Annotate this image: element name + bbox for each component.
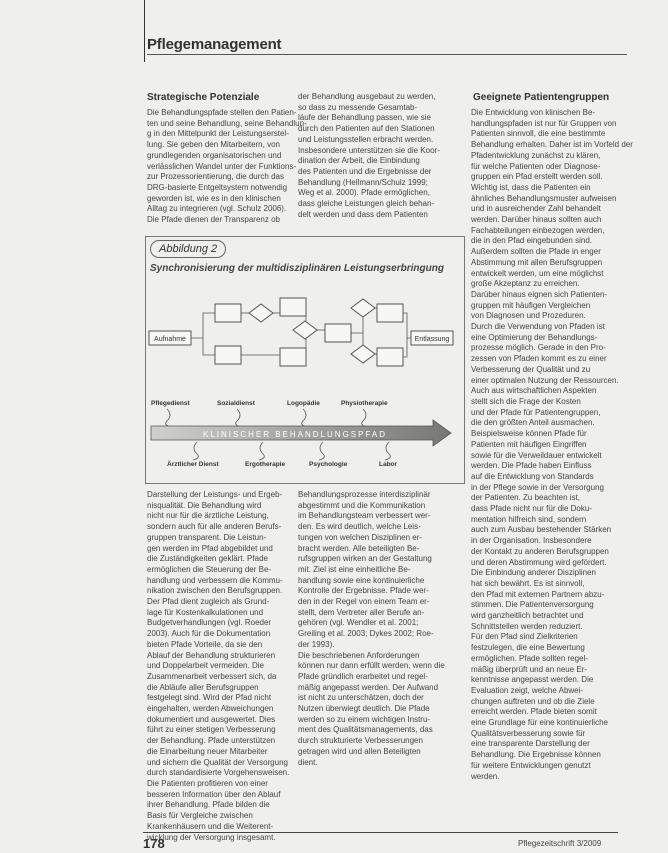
text-line: Auch aus wirtschaftlichen Aspekten bbox=[471, 386, 597, 396]
text-line: der Kontakt zu anderen Berufsgruppen bbox=[471, 546, 609, 556]
text-line: Basis für Vergleiche zwischen bbox=[147, 811, 253, 821]
text-line: chungen auftreten und ob die Ziele bbox=[471, 696, 595, 706]
text-line: Behandlung erhalten. Daher ist im Vorfeld der bbox=[471, 140, 633, 150]
text-line: einer optimalen Nutzung der Ressourcen. bbox=[471, 375, 619, 385]
text-line: stellt sich die Frage der Kosten bbox=[471, 396, 581, 406]
text-line: dination der Arbeit, die Einbindung bbox=[298, 156, 420, 166]
text-line: delt werden und dass dem Patienten bbox=[298, 209, 428, 219]
text-line: ähnliches Behandlungsmuster aufweisen bbox=[471, 193, 617, 203]
text-line: des Patienten und die Ergebnisse der bbox=[298, 166, 432, 176]
text-line: eingehalten, werden Abweichungen bbox=[147, 704, 274, 714]
text-line: auf die Entwicklung von Standards bbox=[471, 471, 594, 481]
text-line: werden. bbox=[471, 771, 500, 781]
text-line: ermöglichen die Steuerung der Be- bbox=[147, 564, 272, 574]
text-line: und deren Abstimmung wird gefördert. bbox=[471, 557, 607, 567]
text-line: kenntnisse angepasst werden. Die bbox=[471, 675, 594, 685]
text-line: sowie für die Verweildauer entwickelt bbox=[471, 450, 602, 460]
text-line: die Zuständigkeiten geklärt. Pfade bbox=[147, 554, 268, 564]
text-column-1-bottom bbox=[147, 490, 293, 842]
text-line: im Behandlungsteam verbessert wer- bbox=[298, 511, 431, 521]
text-line: die den größten Anteil ausmachen. bbox=[471, 418, 595, 428]
text-line: zur Prozessorientierung, die durch das bbox=[147, 172, 284, 182]
text-line: bieten Pfade Vorteile, da sie den bbox=[147, 639, 263, 649]
text-line: Zusammenarbeit verbessert sich, da bbox=[147, 671, 277, 681]
journal-issue: Pflegezeitschrift 3/2009 bbox=[518, 839, 602, 848]
text-line: läufe der Behandlung passen, wie sie bbox=[298, 113, 431, 123]
text-line: durch den Patienten auf den Stationen bbox=[298, 124, 435, 134]
text-line: handlung sowie eine kontinuierliche bbox=[298, 575, 425, 585]
text-line: Krankenhäusern und die Weiterent- bbox=[147, 821, 274, 831]
text-line: der 1993). bbox=[298, 639, 335, 649]
text-line: handlungspfaden ist nur für Gruppen von bbox=[471, 118, 617, 128]
text-line: abgestimmt und die Kommunikation bbox=[298, 500, 426, 510]
text-line: dokumentiert und ausgewertet. Dies bbox=[147, 714, 276, 724]
page-number: 178 bbox=[143, 836, 165, 851]
text-line: grundlegenden organisatorischen und bbox=[147, 150, 282, 160]
text-line: stellt, dem Vertreter aller Berufe an- bbox=[298, 607, 425, 617]
text-column-2-top bbox=[298, 92, 444, 228]
text-line: verlässlichen Wandel unter der Funktions- bbox=[147, 161, 297, 171]
text-line: hat sich bewährt. Es ist sinnvoll, bbox=[471, 578, 585, 588]
text-line: 2003). Auch für die Dokumentation bbox=[147, 629, 271, 639]
text-line: durch strukturierte Verbesserungen bbox=[298, 736, 423, 746]
text-line: mit. Ziel ist eine einheitliche Be- bbox=[298, 564, 411, 574]
text-line: für weitere Entwicklungen genutzt bbox=[471, 760, 591, 770]
text-line: handlung und verbessern die Kommu- bbox=[147, 575, 283, 585]
text-line: dient. bbox=[298, 757, 318, 767]
text-line: gruppen mit häufigen Vergleichen bbox=[471, 300, 591, 310]
heading-strategische-potenziale: Strategische Potenziale bbox=[147, 92, 260, 103]
text-line: Qualitätsverbesserung sowie für bbox=[471, 728, 586, 738]
text-line: Patienten mit häufigen Eingriffen bbox=[471, 439, 587, 449]
text-line: mäßig angepasst werden. Der Aufwand bbox=[298, 682, 439, 692]
text-line: ment des Qualitätsmanagements, das bbox=[298, 725, 433, 735]
text-line: bracht werden. Alle beteiligten Be- bbox=[298, 543, 420, 553]
text-line: Ablauf der Behandlung strukturieren bbox=[147, 650, 276, 660]
role-physiotherapie: Physiotherapie bbox=[341, 400, 388, 407]
text-line: werden so zu einem wichtigen Instru- bbox=[298, 714, 431, 724]
text-line: mentation hilfreich sind, sondern bbox=[471, 514, 587, 524]
text-line: festzulegen, die eine Bewertung bbox=[471, 643, 585, 653]
text-line: und Leistungsstellen erbracht werden. bbox=[298, 134, 434, 144]
text-line: den in der Regel von einem Team er- bbox=[298, 597, 430, 607]
text-line: Die Pfade dienen der Transparenz ob bbox=[147, 215, 280, 225]
text-line: stimmen. Die Patientenversorgung bbox=[471, 600, 594, 610]
text-line: ten und seine Behandlung, seine Behandlun- bbox=[147, 118, 307, 128]
text-line: eine transparente Darstellung der bbox=[471, 739, 590, 749]
page-section-title: Pflegemanagement bbox=[147, 36, 282, 53]
text-line: Insbesondere unterstützen sie die Koor- bbox=[298, 145, 440, 155]
text-line: in der Pflege sowie in der Versorgung bbox=[471, 482, 604, 492]
text-line: Verbesserung der Qualität und zu bbox=[471, 364, 591, 374]
text-line: in der Organisation. Insbesondere bbox=[471, 536, 592, 546]
text-line: festgelegt sind. Wird der Pfad nicht bbox=[147, 693, 272, 703]
text-line: ist nicht zu unterschätzen, doch der bbox=[298, 693, 424, 703]
text-line: dass gleiche Leistungen gleich behan- bbox=[298, 199, 435, 209]
text-line: Beispielsweise können Pfade für bbox=[471, 429, 587, 439]
text-line: und der Pfade für Patientengruppen, bbox=[471, 407, 601, 417]
text-line: die Einarbeitung neuer Mitarbeiter bbox=[147, 746, 268, 756]
text-line: Wichtig ist, dass die Patienten ein bbox=[471, 182, 591, 192]
text-line: können nur dann erfüllt werden, wenn die bbox=[298, 661, 445, 671]
text-line: Budgetverhandlungen (vgl. Roeder bbox=[147, 618, 272, 628]
text-line: Behandlung (Hellmann/Schulz 1999; bbox=[298, 177, 428, 187]
text-line: nisqualität. Die Behandlung wird bbox=[147, 500, 262, 510]
pathway-arrow-label: KLINISCHER BEHANDLUNGSPFAD bbox=[202, 430, 388, 439]
text-line: Nutzen überwiegt deutlich. Die Pfade bbox=[298, 704, 430, 714]
text-line: und sichern die Qualität der Versorgung bbox=[147, 757, 288, 767]
text-line: Fachabteilungen einbezogen werden, bbox=[471, 225, 605, 235]
text-line: Die Entwicklung von klinischen Be- bbox=[471, 108, 596, 117]
text-line: Alltag zu integrieren (vgl. Schulz 2006). bbox=[147, 204, 287, 214]
text-line: gen werden im Pfad abgebildet und bbox=[147, 543, 273, 553]
text-line: der Behandlung. Pfade unterstützen bbox=[147, 736, 276, 746]
text-line: Kontrolle der Ergebnisse. Pfade wer- bbox=[298, 586, 429, 596]
header-rule bbox=[147, 54, 627, 55]
text-line: geworden ist, wie es in den klinischen bbox=[147, 193, 281, 203]
text-line: gruppen ein Pfad erstellt werden soll. bbox=[471, 172, 603, 182]
end-node-label: Entlassung bbox=[414, 336, 450, 343]
text-line: lung. Sie geben den Mitarbeitern, von bbox=[147, 140, 280, 150]
text-line: die Abläufe aller Berufsgruppen bbox=[147, 682, 259, 692]
text-line: Der Pfad dient zugleich als Grund- bbox=[147, 597, 270, 607]
text-line: für welche Patienten oder Diagnose- bbox=[471, 161, 601, 171]
footer-rule bbox=[143, 832, 618, 833]
text-line: Patienten sinnvoll, die eine bestimmte bbox=[471, 129, 606, 139]
text-line: wird ganzheitlich betrachtet und bbox=[471, 611, 584, 621]
text-line: sondern auch für alle anderen Berufs- bbox=[147, 522, 282, 532]
text-line: werden. Darüber hinaus sollten auch bbox=[471, 215, 602, 225]
text-line: lage für Kostenkalkulationen und bbox=[147, 607, 264, 617]
text-line: Außerdem sollten die Pfade in enger bbox=[471, 247, 601, 257]
role-labor: Labor bbox=[379, 461, 398, 468]
text-line: getragen wird und allen Beteiligten bbox=[298, 746, 421, 756]
text-line: ihrer Behandlung. Pfade bilden die bbox=[147, 800, 270, 810]
text-line: gruppen transparent. Die Leistun- bbox=[147, 532, 267, 542]
text-line: rufsgruppen wirken an der Gestaltung bbox=[298, 554, 432, 564]
text-line: Die Patienten profitieren von einer bbox=[147, 778, 268, 788]
text-line: den. Es wird deutlich, welche Leis- bbox=[298, 522, 421, 532]
text-line: Behandlungsprozesse interdisziplinär bbox=[298, 490, 431, 499]
text-line: tungen von welchen Disziplinen er- bbox=[298, 532, 423, 542]
text-line: DRG-basierte Entgeltsystem notwendig bbox=[147, 182, 288, 192]
text-line: mäßig überprüft und an neue Er- bbox=[471, 664, 588, 674]
text-line: Die beschriebenen Anforderungen bbox=[298, 650, 420, 660]
text-line: der Behandlung ausgebaut zu werden, bbox=[298, 92, 436, 101]
text-line: Schnittstellen werden reduziert. bbox=[471, 621, 583, 631]
text-line: durch standardisierte Vorgehensweisen. bbox=[147, 768, 290, 778]
header-vertical-rule bbox=[144, 0, 145, 62]
text-line: Greiling et al. 2003; Dykes 2002; Roe- bbox=[298, 629, 434, 639]
text-line: von Diagnosen und Prozeduren. bbox=[471, 311, 586, 321]
text-line: führt zu einer stetigen Verbesserung bbox=[147, 725, 276, 735]
text-line: entwickelt werden, um eine möglichst bbox=[471, 268, 604, 278]
text-line: zessen von Pfaden kommt es zu einer bbox=[471, 354, 607, 364]
text-line: besseren Information über den Ablauf bbox=[147, 789, 281, 799]
text-line: nicht nur für die ärztliche Leistung, bbox=[147, 511, 269, 521]
text-line: Abstimmung mit allen Berufsgruppen bbox=[471, 257, 603, 267]
text-line: Die Behandlungspfade stellen den Patien- bbox=[147, 108, 297, 117]
figure-title: Synchronisierung der multidisziplinären Leistungserbringung bbox=[150, 263, 444, 274]
text-line: Behandlung. Die Ergebnisse können bbox=[471, 750, 601, 760]
text-line: erreicht werden. Pfade bieten somit bbox=[471, 707, 597, 717]
figure-label: Abbildung 2 bbox=[150, 240, 226, 258]
text-line: auch zum Ausbau bestehender Stärken bbox=[471, 525, 612, 535]
text-line: eine Grundlage für eine kontinuierliche bbox=[471, 718, 608, 728]
text-line: dass Pfade nicht nur für die Doku- bbox=[471, 504, 592, 514]
text-line: Durch die Verwendung von Pfaden ist bbox=[471, 322, 605, 332]
role-pflegedienst: Pflegedienst bbox=[151, 400, 190, 407]
text-line: Pfade gründlich erarbeitet und regel- bbox=[298, 671, 428, 681]
role-aerztlicher-dienst: Ärztlicher Dienst bbox=[167, 461, 219, 468]
text-line: wicklung der Versorgung insgesamt. bbox=[147, 832, 276, 842]
text-line: Für den Pfad sind Zielkriterien bbox=[471, 632, 578, 642]
heading-geeignete-patientengruppen: Geeignete Patientengruppen bbox=[473, 92, 610, 103]
text-column-1 bbox=[147, 108, 307, 228]
text-line: gehören (vgl. Wendler et al. 2001; bbox=[298, 618, 419, 628]
text-line: die in den Pfad eingebunden sind. bbox=[471, 236, 592, 246]
role-ergotherapie: Ergotherapie bbox=[245, 461, 286, 468]
text-column-3 bbox=[471, 108, 633, 803]
text-line: so dass zu messende Gesamtab- bbox=[298, 102, 418, 112]
text-line: den Pfad mit externen Partnern abzu- bbox=[471, 589, 605, 599]
text-line: prozesse möglich. Gerade in den Pro- bbox=[471, 343, 606, 353]
text-line: werden. Die Pfade haben Einfluss bbox=[471, 461, 592, 471]
role-logopaedie: Logopädie bbox=[287, 400, 320, 407]
text-line: Darstellung der Leistungs- und Ergeb- bbox=[147, 490, 283, 499]
text-line: und Doppelarbeit vermeiden. Die bbox=[147, 661, 264, 671]
text-line: Pfadentwicklung zunächst zu klären, bbox=[471, 150, 601, 160]
text-line: nikation zwischen den Berufsgruppen. bbox=[147, 586, 283, 596]
text-line: und in ausreichender Zahl behandelt bbox=[471, 204, 601, 214]
pathway-diagram bbox=[145, 236, 465, 484]
text-line: Evaluation zeigt, welche Abwei- bbox=[471, 685, 584, 695]
text-line: Die Einbindung anderer Disziplinen bbox=[471, 568, 596, 578]
text-line: große Akzeptanz zu erreichen. bbox=[471, 279, 580, 289]
text-line: eine Optimierung der Behandlungs- bbox=[471, 332, 598, 342]
role-psychologie: Psychologie bbox=[309, 461, 348, 468]
role-sozialdienst: Sozialdienst bbox=[217, 400, 255, 407]
text-column-2-bottom bbox=[298, 490, 444, 820]
text-line: ermöglichen. Pfade sollten regel- bbox=[471, 653, 588, 663]
text-line: der Patienten. Zu beachten ist, bbox=[471, 493, 580, 503]
text-line: Darüber hinaus eignen sich Patienten- bbox=[471, 289, 608, 299]
text-line: g in den Mittelpunkt der Leistungserstel- bbox=[147, 129, 289, 139]
start-node-label: Aufnahme bbox=[154, 336, 186, 343]
text-line: Weg et al. 2000). Pfade ermöglichen, bbox=[298, 188, 430, 198]
